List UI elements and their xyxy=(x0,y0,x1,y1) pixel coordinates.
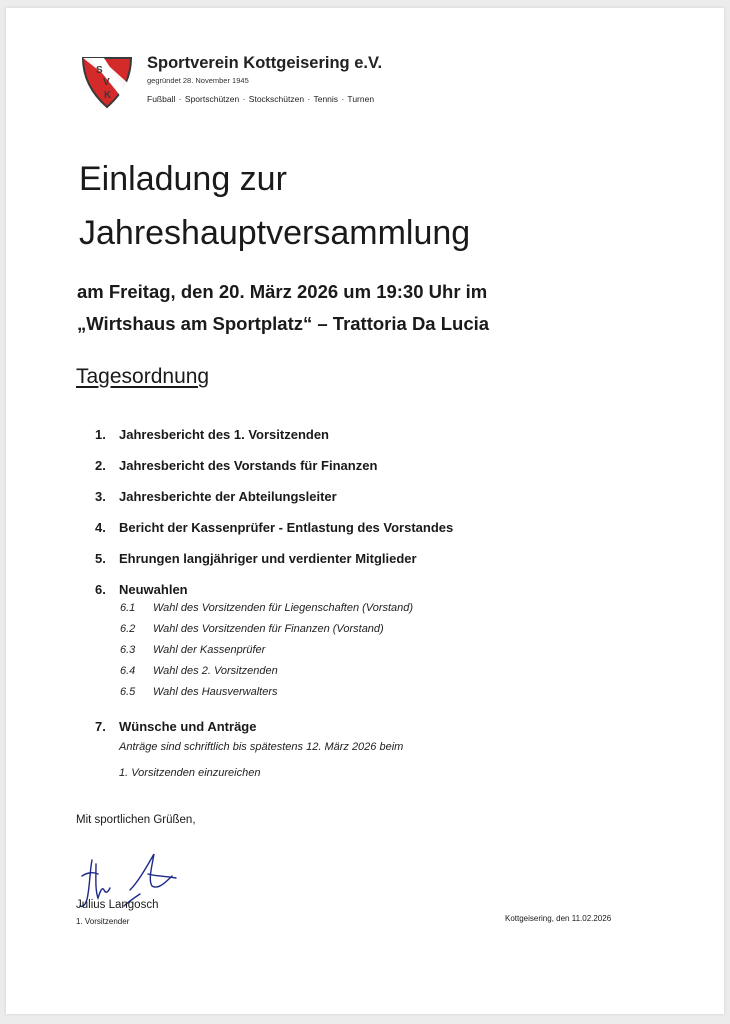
agenda-item-number: 1. xyxy=(95,427,106,442)
event-date-time: am Freitag, den 20. März 2026 um 19:30 Uhr im xyxy=(77,281,488,302)
agenda-item xyxy=(95,519,655,550)
election-sublist xyxy=(120,601,655,706)
agenda-subitem-number: 6.5 xyxy=(120,686,136,698)
agenda-subitem xyxy=(120,622,655,643)
closing-greeting: Mit sportlichen Grüßen, xyxy=(76,814,196,826)
agenda-subitem-text: Wahl des 2. Vorsitzenden xyxy=(153,665,278,677)
motions-note-line-2: 1. Vorsitzenden einzureichen xyxy=(119,767,261,779)
document-page xyxy=(6,8,724,1014)
agenda-item xyxy=(95,581,655,601)
agenda-item-text: Bericht der Kassenprüfer - Entlastung des Vorstandes xyxy=(119,520,454,535)
agenda-subitem-number: 6.4 xyxy=(120,665,136,677)
agenda-item-text: Jahresbericht des Vorstands für Finanzen xyxy=(119,458,378,473)
agenda-subitem xyxy=(120,601,655,622)
agenda-subitem-text: Wahl der Kassenprüfer xyxy=(153,644,266,656)
agenda-item-text: Neuwahlen xyxy=(119,582,188,597)
agenda-subitem-number: 6.3 xyxy=(120,644,136,656)
agenda-item xyxy=(95,426,655,457)
agenda-subitem-text: Wahl des Vorsitzenden für Liegenschaften (Vorstand) xyxy=(153,602,414,614)
agenda-item xyxy=(95,457,655,488)
agenda-subitem xyxy=(120,664,655,685)
agenda-item-number: 4. xyxy=(95,520,106,535)
agenda-subitem-text: Wahl des Vorsitzenden für Finanzen (Vorstand) xyxy=(153,623,384,635)
agenda-subitem-number: 6.2 xyxy=(120,623,136,635)
title-line-2: Jahreshauptversammlung xyxy=(79,214,471,252)
agenda-heading: Tagesordnung xyxy=(76,365,210,388)
agenda-item-number: 7. xyxy=(95,719,106,734)
agenda-list xyxy=(95,426,655,780)
title-line-1: Einladung zur xyxy=(79,160,287,198)
event-details xyxy=(77,276,489,340)
agenda-item-text: Jahresberichte der Abteilungsleiter xyxy=(119,489,337,504)
agenda-item xyxy=(95,488,655,519)
svg-text:V: V xyxy=(103,77,110,88)
agenda-item-number: 3. xyxy=(95,489,106,504)
club-name: Sportverein Kottgeisering e.V. xyxy=(147,54,383,72)
event-location: „Wirtshaus am Sportplatz“ – Trattoria Da Lucia xyxy=(77,313,490,334)
svg-text:K: K xyxy=(104,90,112,101)
agenda-item xyxy=(95,550,655,581)
founded-date: gegründet 28. November 1945 xyxy=(147,76,249,85)
agenda-subitem xyxy=(120,685,655,706)
departments-list: Fußball · Sportschützen · Stockschützen · Tennis · Turnen xyxy=(147,94,375,104)
motions-note-line-1: Anträge sind schriftlich bis spätestens 12. März 2026 beim xyxy=(119,741,404,753)
agenda-subitem-number: 6.1 xyxy=(120,602,136,614)
agenda-item-text: Jahresbericht des 1. Vorsitzenden xyxy=(119,427,329,442)
svg-text:S: S xyxy=(96,65,103,76)
agenda-item xyxy=(95,718,655,740)
signer-name: Julius Langosch xyxy=(76,899,159,911)
agenda-item-text: Ehrungen langjähriger und verdienter Mitglieder xyxy=(119,551,417,566)
signer-role: 1. Vorsitzender xyxy=(76,917,130,926)
agenda-item-number: 5. xyxy=(95,551,106,566)
place-and-date: Kottgeisering, den 11.02.2026 xyxy=(505,914,612,923)
club-logo-shield-icon xyxy=(78,52,136,110)
agenda-item-number: 6. xyxy=(95,582,106,597)
agenda-subitem xyxy=(120,643,655,664)
agenda-item-number: 2. xyxy=(95,458,106,473)
agenda-subitem-text: Wahl des Hausverwalters xyxy=(153,686,278,698)
agenda-item-text: Wünsche und Anträge xyxy=(119,719,257,734)
page-title xyxy=(79,152,470,260)
